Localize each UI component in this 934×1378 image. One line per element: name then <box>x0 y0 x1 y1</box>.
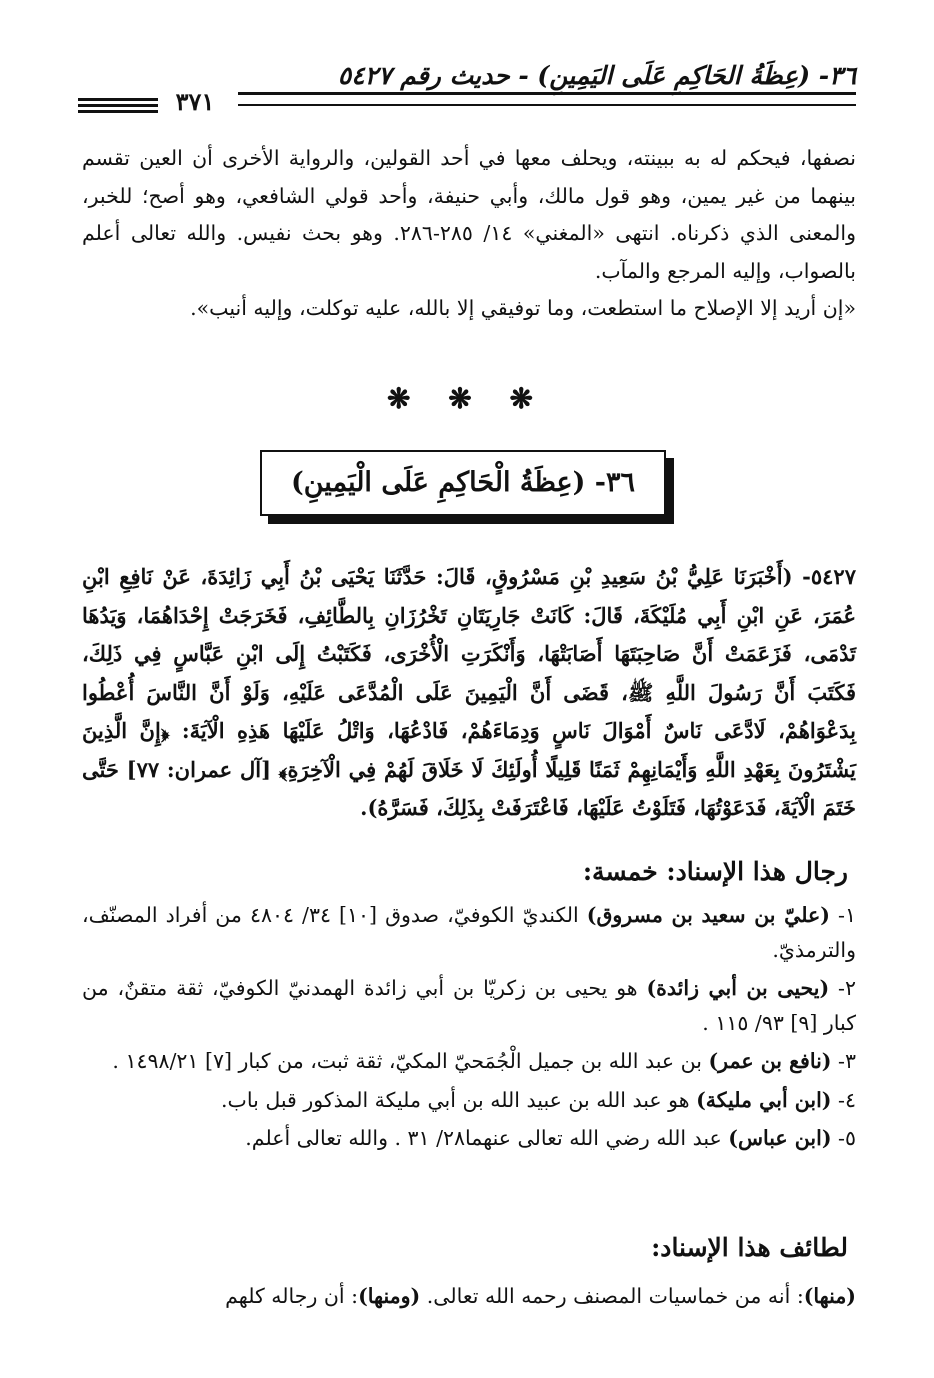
narrator-number: ٥- <box>838 1126 856 1150</box>
header-rule-right <box>238 104 856 106</box>
chapter-title: ٣٦- (عِظَةُ الْحَاكِمِ عَلَى الْيَمِينِ) <box>260 450 666 516</box>
narrator-details: هو عبد الله بن عبيد الله بن أبي مليكة المذكور قبل باب. <box>221 1087 697 1112</box>
subtlety-text: : أن رجاله كلهم <box>225 1284 359 1308</box>
section-separator: ❋ ❋ ❋ <box>387 382 547 415</box>
closing-supplication: «إن أريد إلا الإصلاح ما استطعت، وما توفيقي إلا بالله، عليه توكلت، وإليه أنيب». <box>190 296 856 320</box>
narrator-details: هو يحيى بن زكريّا بن أبي زائدة الهمدنيّ الكوفيّ، ثقة متقنٌ، من كبار [٩] ٩٣/ ١١٥ . <box>82 976 856 1035</box>
subtleties-heading: لطائف هذا الإسناد: <box>651 1233 848 1262</box>
subtlety-text: : أنه من خماسيات المصنف رحمه الله تعالى. <box>420 1284 804 1308</box>
narrator-item <box>82 898 856 967</box>
narrator-item <box>82 1083 856 1118</box>
subtlety-label: (منها) <box>803 1284 856 1308</box>
narrators-list <box>82 898 856 1160</box>
narrator-details: بن عبد الله بن جميل الْجُمَحيّ المكيّ، ثقة ثبت، من كبار [٧] ١٤٩٨/٢١ . <box>112 1049 709 1073</box>
narrator-number: ٢- <box>838 976 856 1000</box>
page-number: ٣٧١ <box>175 87 215 116</box>
narrator-details: عبد الله رضي الله تعالى عنهما٢٨/ ٣١ . والله تعالى أعلم. <box>245 1126 729 1150</box>
narrator-details: الكنديّ الكوفيّ، صدوق [١٠] ٣٤/ ٤٨٠٤ من أفراد المصنّف، والترمذيّ. <box>82 903 856 962</box>
header-rule-left-1 <box>78 98 158 101</box>
narrator-number: ١- <box>838 903 856 927</box>
header-rule-left-2 <box>78 104 158 107</box>
subtleties-text <box>82 1278 856 1314</box>
commentary-text <box>82 140 856 328</box>
narrator-number: ٤- <box>838 1087 856 1112</box>
hadith-text: ٥٤٢٧- (أَخْبَرَنَا عَلِيُّ بْنُ سَعِيدِ بْنِ مَسْرُوقٍ، قَالَ: حَدَّثَنَا يَحْيَى بْنُ أَبِي زَائِدَةَ، عَنْ نَافِعِ ابْنِ عُمَرَ، عَنِ ابْنِ أَبِي مُلَيْكَةَ، قَالَ: كَانَتْ جَارِيَتَانِ تَخْرُزَانِ بِالطَّائِفِ، فَخَرَجَتْ إِحْدَاهُمَا، وَيَدُهَا تَدْمَى، فَزَعَمَتْ أَنَّ صَاحِبَتَهَا أَصَابَتْهَا، وَأَنْكَرَتِ الْأُخْرَى، فَكَتَبْتُ إِلَى ابْنِ عَبَّاسٍ فِي ذَلِكَ، فَكَتَبَ أَنَّ رَسُولَ اللَّهِ ﷺ، قَضَى أَنَّ الْيَمِينَ عَلَى الْمُدَّعَى عَلَيْهِ، وَلَوْ أَنَّ النَّاسَ أُعْطُوا بِدَعْوَاهُمْ، لَادَّعَى نَاسٌ أَمْوَالَ نَاسٍ وَدِمَاءَهُمْ، فَادْعُهَا، وَاتْلُ عَلَيْهَا هَذِهِ الْآيَةَ: ﴿إِنَّ الَّذِينَ يَشْتَرُونَ بِعَهْدِ اللَّهِ وَأَيْمَانِهِمْ ثَمَنًا قَلِيلًا أُولَئِكَ لَا خَلَاقَ لَهُمْ فِي الْآخِرَةِ﴾ [آل عمران: ٧٧] حَتَّى خَتَمَ الْآيَةَ، فَدَعَوْتُهَا، فَتَلَوْتُ عَلَيْهَا، فَاعْتَرَفَتْ بِذَلِكَ، فَسَرَّهُ). <box>82 564 856 820</box>
narrator-name: (ابن أبي مليكة) <box>696 1087 832 1112</box>
narrator-number: ٣- <box>838 1049 856 1073</box>
subtlety-label: (ومنها) <box>358 1284 421 1308</box>
narrator-name: (ابن عباس) <box>728 1126 832 1150</box>
narrator-item <box>82 1044 856 1079</box>
running-header-title: ٣٦- (عِظَةُ الحَاكِمِ عَلَى اليَمِينِ) - حديث رقم ٥٤٢٧ <box>337 61 856 90</box>
narrator-name: (نافع بن عمر) <box>708 1049 832 1073</box>
header-rule-left-3 <box>78 110 158 113</box>
narrator-name: (يحيى بن أبي زائدة) <box>646 976 830 1000</box>
narrator-item <box>82 971 856 1040</box>
commentary-paragraph: نصفها، فيحكم له به ببينته، ويحلف معها في أحد القولين، والرواية الأخرى أن العين تقسم بينهما من غير يمين، وهو قول مالك، وأبي حنيفة، وأحد قولي الشافعي، وهو أصح؛ للخبر، والمعنى الذي ذكرناه. انتهى «المغني» ١٤/ ٢٨٥-٢٨٦. وهو بحث نفيس. والله تعالى أعلم بالصواب، وإليه المرجع والمآب. <box>82 146 856 283</box>
narrator-name: (عليّ بن سعيد بن مسروق) <box>586 903 830 927</box>
narrators-heading: رجال هذا الإسناد: خمسة: <box>582 857 848 886</box>
narrator-item <box>82 1121 856 1156</box>
header-rule <box>238 92 856 95</box>
